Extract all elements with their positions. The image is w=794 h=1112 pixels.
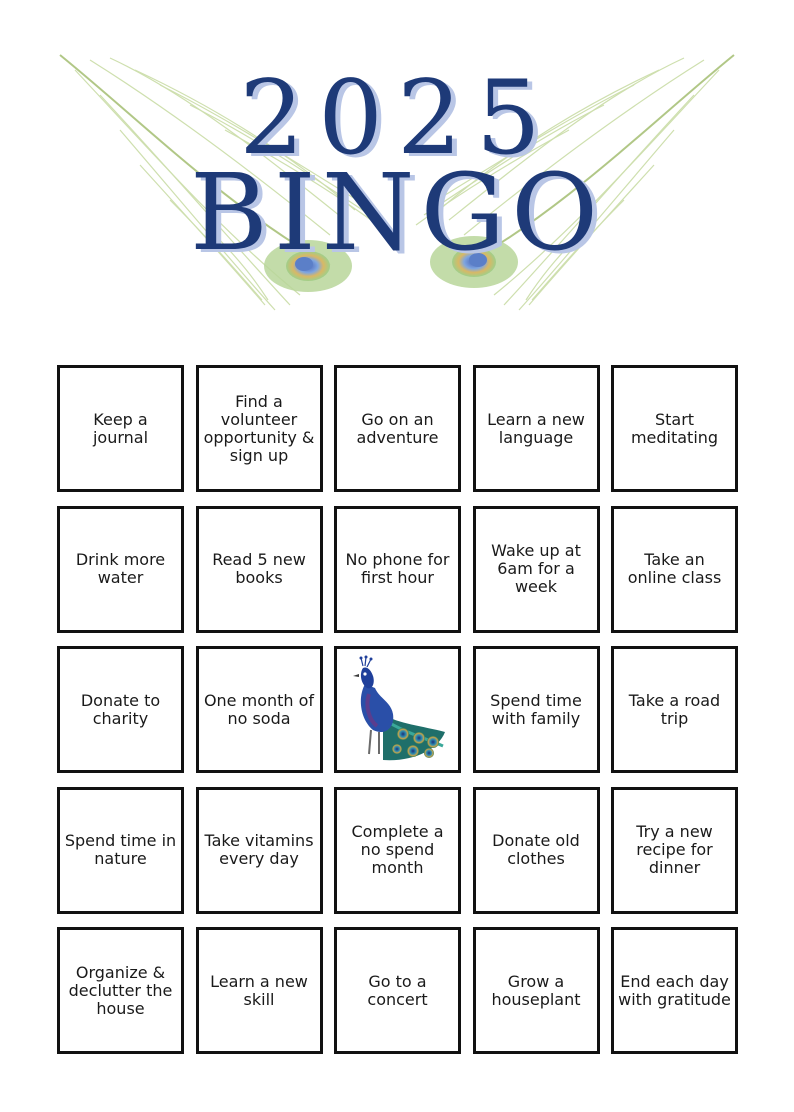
bingo-square[interactable] — [196, 927, 323, 1054]
bingo-square-label: Wake up at 6am for a week — [491, 541, 581, 596]
bingo-square[interactable] — [57, 506, 184, 633]
bingo-square-label: Go to a concert — [367, 971, 428, 1009]
bingo-square-label: Complete a no spend month — [351, 822, 444, 877]
bingo-square[interactable] — [57, 927, 184, 1054]
peacock-icon — [343, 654, 453, 766]
bingo-square-label: Learn a new language — [487, 409, 585, 447]
bingo-square[interactable] — [334, 787, 461, 914]
bingo-square-label: Donate to charity — [80, 690, 161, 728]
title-word: BINGO — [189, 151, 605, 274]
bingo-square[interactable] — [611, 927, 738, 1054]
bingo-square[interactable] — [196, 365, 323, 492]
bingo-square-label: One month of no soda — [203, 690, 315, 728]
bingo-square[interactable] — [611, 506, 738, 633]
bingo-square-label: Go on an adventure — [356, 409, 439, 447]
bingo-square-label: Drink more water — [75, 550, 166, 587]
bingo-square-label: Take an online class — [627, 550, 722, 587]
bingo-square-label: Grow a houseplant — [491, 971, 581, 1009]
bingo-card — [57, 365, 738, 1055]
bingo-square-label: Learn a new skill — [210, 971, 308, 1009]
bingo-square-label: Donate old clothes — [492, 831, 580, 868]
bingo-square[interactable] — [473, 787, 600, 914]
bingo-square-label: Try a new recipe for dinner — [636, 822, 713, 877]
title-year: 2025 — [239, 59, 555, 178]
bingo-square-label: No phone for first hour — [345, 550, 450, 587]
bingo-square[interactable] — [473, 646, 600, 773]
bingo-square[interactable] — [473, 506, 600, 633]
bingo-square-label: Take a road trip — [628, 690, 721, 728]
bingo-square-label: Organize & declutter the house — [68, 962, 173, 1018]
bingo-square-label: Keep a journal — [92, 409, 149, 447]
bingo-square[interactable] — [473, 365, 600, 492]
bingo-square-label: Take vitamins every day — [204, 831, 314, 868]
bingo-square-label: Find a volunteer opportunity & sign up — [203, 391, 315, 465]
bingo-square-label: Spend time with family — [490, 690, 582, 728]
bingo-square[interactable] — [196, 787, 323, 914]
bingo-square-label: End each day with gratitude — [618, 971, 731, 1009]
bingo-square[interactable] — [196, 506, 323, 633]
bingo-square[interactable] — [57, 365, 184, 492]
bingo-square[interactable] — [334, 927, 461, 1054]
bingo-square-label: Spend time in nature — [64, 831, 177, 868]
bingo-square[interactable] — [196, 646, 323, 773]
header — [0, 0, 794, 330]
bingo-square[interactable] — [334, 506, 461, 633]
bingo-square[interactable] — [611, 787, 738, 914]
bingo-square-label: Read 5 new books — [212, 550, 306, 587]
bingo-square[interactable] — [57, 646, 184, 773]
bingo-square[interactable] — [473, 927, 600, 1054]
free-space-square[interactable] — [334, 646, 461, 773]
bingo-square[interactable] — [611, 365, 738, 492]
bingo-square[interactable] — [611, 646, 738, 773]
bingo-square[interactable] — [57, 787, 184, 914]
bingo-square[interactable] — [334, 365, 461, 492]
bingo-square-label: Start meditating — [630, 409, 719, 447]
